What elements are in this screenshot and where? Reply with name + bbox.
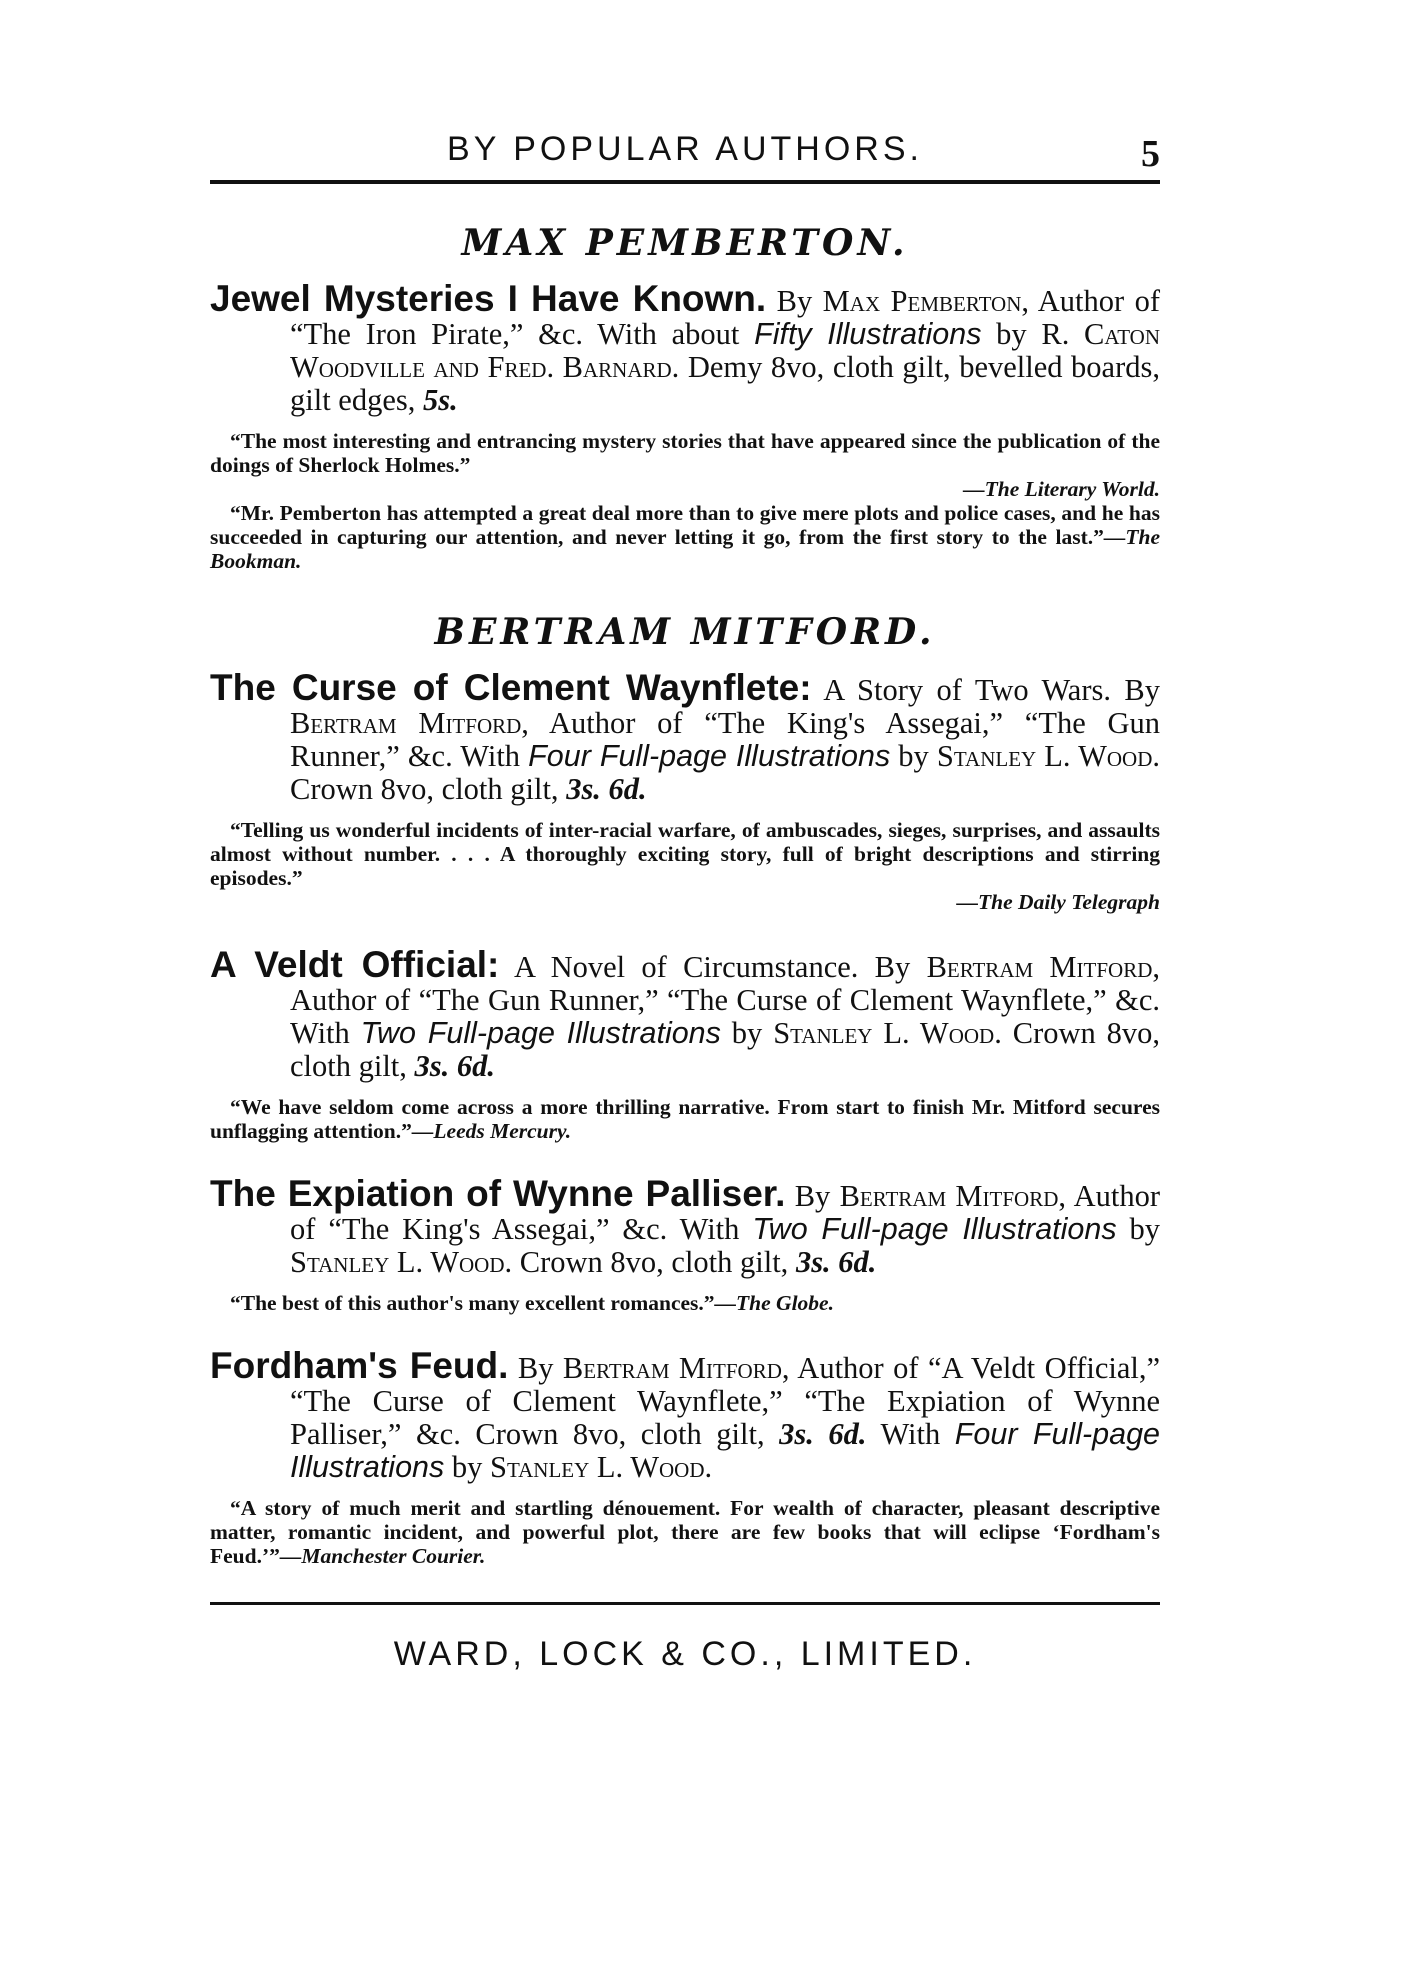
- running-title: BY POPULAR AUTHORS.: [447, 130, 923, 168]
- review-source: —The Literary World.: [963, 477, 1160, 501]
- book-description: [210, 278, 1161, 417]
- review-quote: [210, 1291, 1160, 1315]
- review-quote: [210, 429, 1160, 501]
- book-title: Jewel Mysteries I Have Known.: [210, 278, 767, 319]
- desc-text: , Author of “The King's Assegai,” “The Gun Runner,” &c. With: [290, 706, 1160, 773]
- book-entry: [210, 1173, 1161, 1315]
- review-body: [210, 1095, 1160, 1143]
- book-entry: [210, 944, 1161, 1143]
- author-name: Bertram Mitford: [839, 1179, 1059, 1213]
- review-source: —The Daily Telegraph: [956, 890, 1160, 914]
- book-title: The Expiation of Wynne Palliser.: [210, 1173, 786, 1214]
- illustrator-name: Stanley L. Wood: [490, 1450, 705, 1484]
- price: 3s. 6d.: [414, 1049, 496, 1083]
- publisher-imprint: WARD, LOCK & CO., LIMITED.: [393, 1635, 977, 1673]
- author-name: Max Pemberton: [822, 284, 1022, 318]
- review-body: [210, 1496, 1160, 1568]
- author-name: Bertram Mitford: [926, 950, 1153, 984]
- price: 3s. 6d.: [795, 1245, 877, 1279]
- desc-text: By: [785, 1179, 840, 1213]
- desc-text: By: [766, 284, 823, 318]
- desc-text: by: [890, 739, 937, 773]
- illustrator-name: Stanley L. Wood: [936, 739, 1153, 773]
- book-description: [210, 1173, 1161, 1279]
- review-text: “The most interesting and entrancing mystery stories that have appeared since the publication of the doings of Sherlock Holmes.”: [210, 429, 1160, 477]
- desc-text: With: [866, 1417, 955, 1451]
- review-text: “Telling us wonderful incidents of inter-racial warfare, of ambuscades, sieges, surprises, and assaults almost without number. . . . A thoroughly exciting story, full of bright descriptions and stirring episodes.”: [210, 818, 1160, 890]
- review-quote: [210, 1496, 1160, 1568]
- review-body: [210, 1291, 1160, 1315]
- desc-text: by: [444, 1450, 491, 1484]
- illustrations-note: Two Full-page Illustrations: [752, 1212, 1117, 1246]
- desc-text: by: [981, 317, 1042, 351]
- review-quote: [210, 1095, 1160, 1143]
- book-entry: [210, 278, 1161, 573]
- review-text: “Mr. Pemberton has attempted a great deal more than to give mere plots and police cases, and he has succeeded in capturing our attention, and never letting it go, from the first story to the last.”: [210, 501, 1160, 549]
- book-description: [210, 1345, 1161, 1484]
- desc-text: by: [720, 1016, 774, 1050]
- review-text: “We have seldom come across a more thrilling narrative. From start to finish Mr. Mitford secures unflagging attention.”: [210, 1095, 1160, 1143]
- author-heading-pemberton: MAX PEMBERTON.: [461, 222, 909, 264]
- desc-text: By: [858, 950, 927, 984]
- book-entry: [210, 667, 1161, 914]
- desc-text: . Crown 8vo, cloth gilt,: [504, 1245, 796, 1279]
- page: [210, 100, 1160, 1674]
- desc-text: , Author of “A Veldt Official,” “The Curse of Clement Waynflete,” “The Expiation of Wynne Palliser,” &c. Crown 8vo, cloth gilt,: [290, 1351, 1161, 1451]
- header-rule: [210, 180, 1160, 184]
- desc-text: , Author of “The Gun Runner,” “The Curse of Clement Waynflete,” &c. With: [290, 950, 1161, 1050]
- illustrations-note: Four Full-page Illustrations: [290, 1417, 1160, 1484]
- book-description: [210, 944, 1161, 1083]
- illustrations-note: Two Full-page Illustrations: [360, 1016, 721, 1050]
- review-quote: [210, 501, 1160, 573]
- desc-text: , Author of “The King's Assegai,” &c. With: [290, 1179, 1161, 1246]
- footer-rule: [210, 1602, 1160, 1605]
- reviews: [210, 429, 1160, 573]
- desc-text: .: [704, 1450, 713, 1484]
- desc-text: . Demy 8vo, cloth gilt, bevelled boards, gilt edges,: [290, 350, 1160, 417]
- desc-text: . Crown 8vo, cloth gilt,: [290, 1016, 1161, 1083]
- author-heading-mitford: BERTRAM MITFORD.: [434, 611, 936, 653]
- illustrations-note: Fifty Illustrations: [754, 317, 982, 351]
- illustrator-name: R. Caton Woodville and Fred. Barnard: [290, 317, 1160, 384]
- illustrations-note: Four Full-page Illustrations: [528, 739, 891, 773]
- price: 3s. 6d.: [779, 1417, 867, 1451]
- review-source: —Leeds Mercury.: [411, 1119, 572, 1143]
- review-source: —Manchester Courier.: [279, 1544, 486, 1568]
- price: 3s. 6d.: [566, 772, 647, 806]
- desc-text: , Author of “The Iron Pirate,” &c. With about: [290, 284, 1161, 351]
- book-entry: [210, 1345, 1161, 1568]
- review-text: “A story of much merit and startling dénouement. For wealth of character, pleasant descriptive matter, romantic incident, and powerful plot, there are few books that will eclipse ‘Fordham's Feud.’”: [210, 1496, 1160, 1568]
- reviews: [210, 1291, 1160, 1315]
- book-title: A Veldt Official:: [210, 944, 500, 985]
- review-body: [210, 501, 1160, 573]
- desc-text: By: [1111, 673, 1161, 707]
- desc-text: By: [508, 1351, 563, 1385]
- running-head: [210, 100, 1160, 180]
- reviews: [210, 1095, 1160, 1143]
- review-source: —The Globe.: [714, 1291, 834, 1315]
- reviews: [210, 1496, 1160, 1568]
- illustrator-name: Stanley L. Wood: [773, 1016, 995, 1050]
- book-title: The Curse of Clement Waynflete:: [210, 667, 812, 708]
- author-name: Bertram Mitford: [562, 1351, 782, 1385]
- review-quote: [210, 818, 1160, 914]
- desc-text: . Crown 8vo, cloth gilt,: [290, 739, 1161, 806]
- page-number: 5: [1141, 133, 1160, 175]
- desc-text: by: [1116, 1212, 1160, 1246]
- review-source: —The Bookman.: [210, 525, 1160, 573]
- illustrator-name: Stanley L. Wood: [290, 1245, 505, 1279]
- book-subtitle: A Story of Two Wars.: [811, 673, 1111, 707]
- reviews: [210, 818, 1160, 914]
- book-title: Fordham's Feud.: [210, 1345, 509, 1386]
- book-subtitle: A Novel of Circumstance.: [499, 950, 859, 984]
- author-name: Bertram Mitford: [290, 706, 522, 740]
- price: 5s.: [423, 383, 458, 417]
- review-text: “The best of this author's many excellent romances.”: [230, 1291, 715, 1315]
- book-description: [210, 667, 1161, 806]
